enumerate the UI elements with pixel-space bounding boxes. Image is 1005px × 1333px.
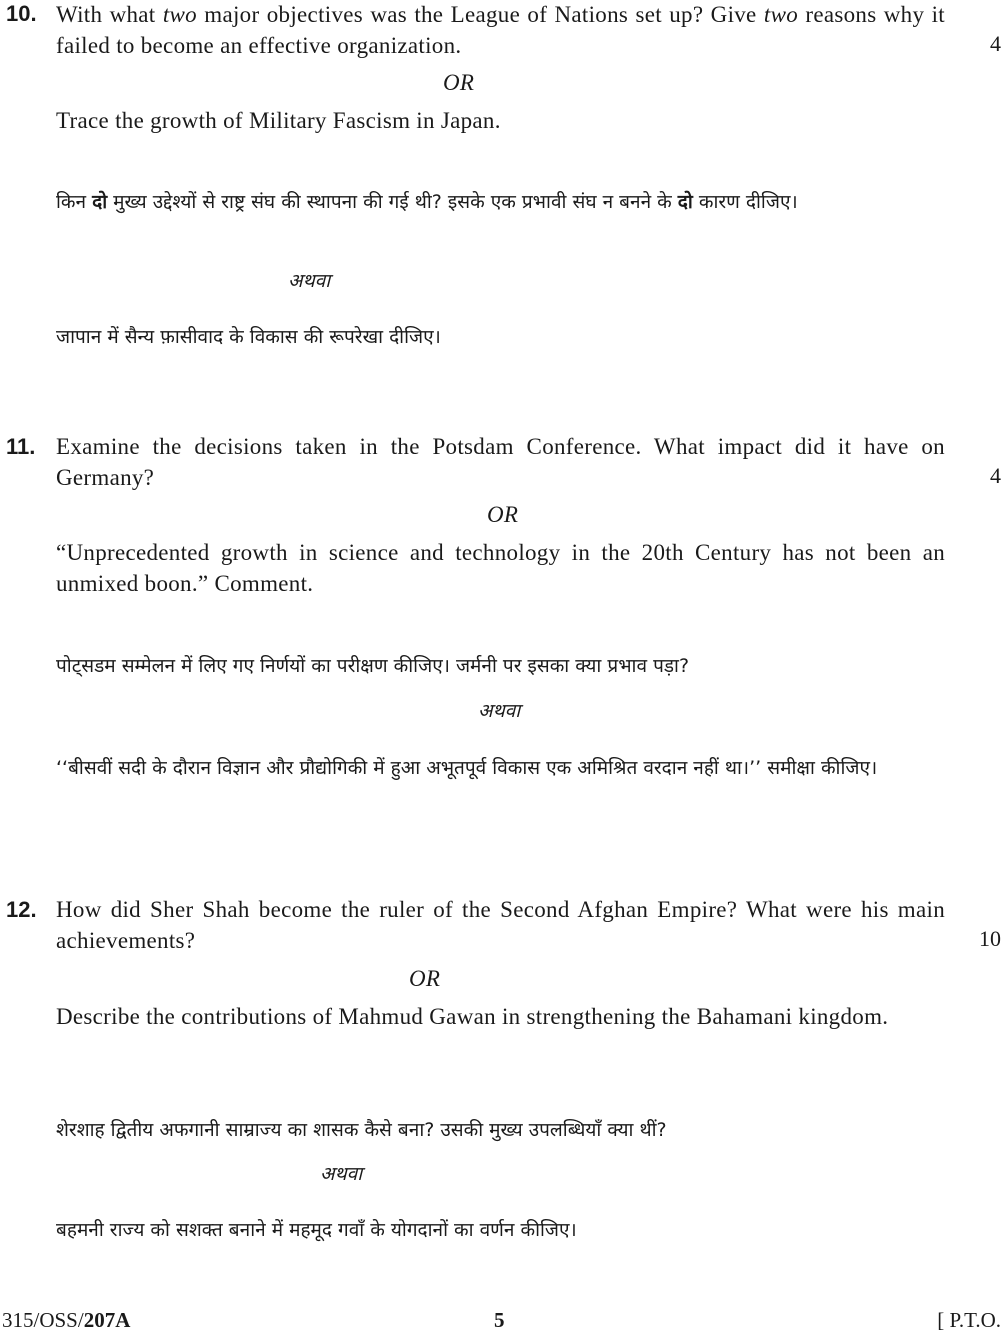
question-11-hindi: पोट्सडम सम्मेलन में लिए गए निर्णयों का परीक्षण कीजिए। जर्मनी पर इसका क्या प्रभाव पड़ा? xyxy=(56,655,690,677)
question-12-hindi-or: अथवा xyxy=(320,1163,363,1185)
question-10-marks: 4 xyxy=(990,31,1001,56)
page-number: 5 xyxy=(494,1308,505,1332)
please-turn-over: [ P.T.O. xyxy=(937,1308,1001,1332)
question-12-hindi-alternative: बहमनी राज्य को सशक्त बनाने में महमूद गवाँ के योगदानों का वर्णन कीजिए। xyxy=(56,1219,577,1241)
question-10-english: With what two major objectives was the League of Nations set up? Give two reasons why it failed to become an effective organization. xyxy=(56,2,945,58)
question-11-hindi-or: अथवा xyxy=(478,700,521,722)
paper-code: 315/OSS/207A xyxy=(2,1308,131,1332)
question-12-english-alternative: Describe the contributions of Mahmud Gawan in strengthening the Bahamani kingdom. xyxy=(56,1004,889,1029)
question-11-hindi-alternative: ‘‘बीसवीं सदी के दौरान विज्ञान और प्रौद्योगिकी में हुआ अभूतपूर्व विकास एक अमिश्रित वरदान नहीं था।’’ समीक्षा कीजिए। xyxy=(56,757,878,779)
question-12-number: 12. xyxy=(6,897,37,922)
question-12-or: OR xyxy=(409,966,441,991)
question-10-hindi: किन दो मुख्य उद्देश्यों से राष्ट्र संघ की स्थापना की गई थी? इसके एक प्रभावी संघ न बनने के दो कारण दीजिए। xyxy=(56,191,798,213)
question-11-number: 11. xyxy=(6,434,36,459)
question-10-hindi-alternative: जापान में सैन्य फ़ासीवाद के विकास की रूपरेखा दीजिए। xyxy=(56,326,441,348)
question-12-marks: 10 xyxy=(979,926,1001,951)
question-12-hindi: शेरशाह द्वितीय अफगानी साम्राज्य का शासक कैसे बना? उसकी मुख्य उपलब्धियाँ क्या थीं? xyxy=(56,1119,667,1141)
question-11-english: Examine the decisions taken in the Potsdam Conference. What impact did it have on Germany? xyxy=(56,434,945,490)
question-11-english-alternative: “Unprecedented growth in science and technology in the 20th Century has not been an unmixed boon.” Comment. xyxy=(56,540,945,596)
question-11-or: OR xyxy=(487,502,519,527)
question-10-english-alternative: Trace the growth of Military Fascism in Japan. xyxy=(56,108,501,133)
question-10-number: 10. xyxy=(6,1,37,26)
question-12-english: How did Sher Shah become the ruler of the Second Afghan Empire? What were his main achievements? xyxy=(56,897,945,953)
question-11-marks: 4 xyxy=(990,463,1001,488)
question-10-or: OR xyxy=(443,70,475,95)
question-10-hindi-or: अथवा xyxy=(288,270,331,292)
